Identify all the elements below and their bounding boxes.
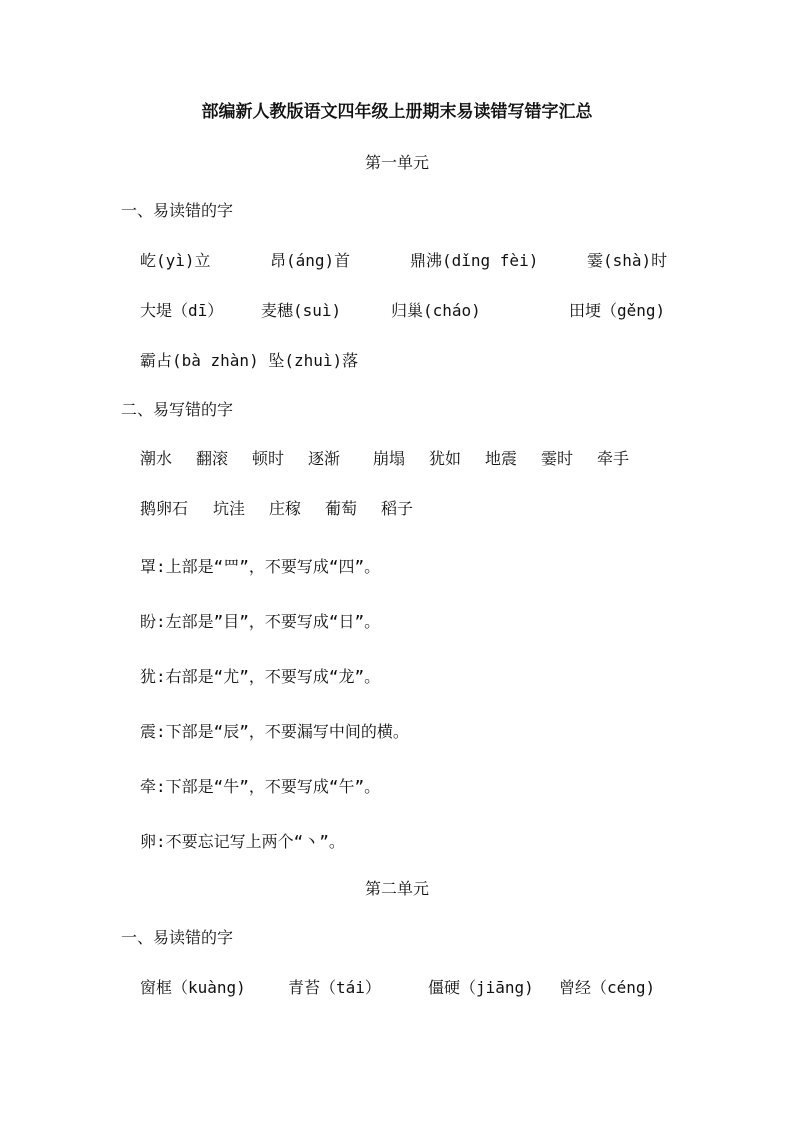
read-word: 昂(áng)首 — [270, 251, 351, 270]
read-word: 屹(yì)立 — [140, 251, 211, 270]
note-line: 牵:下部是“牛”，不要写成“午”。 — [140, 777, 381, 796]
write-word: 稻子 — [381, 499, 414, 518]
write-word: 崩塌 — [373, 449, 406, 468]
read-word: 霸占(bà zhàn) 坠(zhuì)落 — [140, 351, 359, 370]
read-word: 麦穗(suì) — [261, 301, 342, 320]
write-word: 鹅卵石 — [140, 499, 189, 518]
read-word: 僵硬（jiāng) — [428, 978, 534, 997]
note-line: 震:下部是“辰”，不要漏写中间的横。 — [140, 722, 409, 741]
note-line: 卵:不要忘记写上两个“丶”。 — [140, 832, 345, 851]
write-word: 潮水 — [140, 449, 173, 468]
write-word: 犹如 — [429, 449, 462, 468]
read-word: 大堤（dī） — [140, 301, 224, 320]
unit1-write-heading: 二、易写错的字 — [121, 400, 234, 419]
note-line: 犹:右部是“尤”，不要写成“龙”。 — [140, 667, 381, 686]
write-word: 翻滚 — [196, 449, 229, 468]
read-word: 归巢(cháo) — [391, 301, 481, 320]
read-word: 田埂（gěng) — [569, 301, 666, 320]
write-word: 地震 — [485, 449, 518, 468]
unit2-read-heading: 一、易读错的字 — [121, 928, 234, 947]
read-word: 霎(shà)时 — [587, 251, 668, 270]
write-word: 葡萄 — [325, 499, 358, 518]
write-word: 顿时 — [252, 449, 285, 468]
read-word: 鼎沸(dǐng fèi) — [410, 251, 539, 270]
document-title: 部编新人教版语文四年级上册期末易读错写错字汇总 — [201, 102, 593, 122]
note-line: 盼:左部是”目”，不要写成“日”。 — [140, 612, 381, 631]
write-word: 逐渐 — [308, 449, 341, 468]
write-word: 牵手 — [597, 449, 630, 468]
read-word: 窗框（kuàng) — [140, 978, 246, 997]
write-word: 庄稼 — [269, 499, 302, 518]
read-word: 青苔（tái） — [288, 978, 381, 997]
unit1-read-heading: 一、易读错的字 — [121, 201, 234, 220]
unit2-title: 第二单元 — [364, 879, 429, 898]
read-word: 曾经（céng) — [559, 978, 656, 997]
write-word: 坑洼 — [213, 499, 246, 518]
write-word: 霎时 — [541, 449, 574, 468]
unit1-title: 第一单元 — [364, 153, 429, 172]
note-line: 罩:上部是“罒”，不要写成“四”。 — [140, 557, 381, 576]
